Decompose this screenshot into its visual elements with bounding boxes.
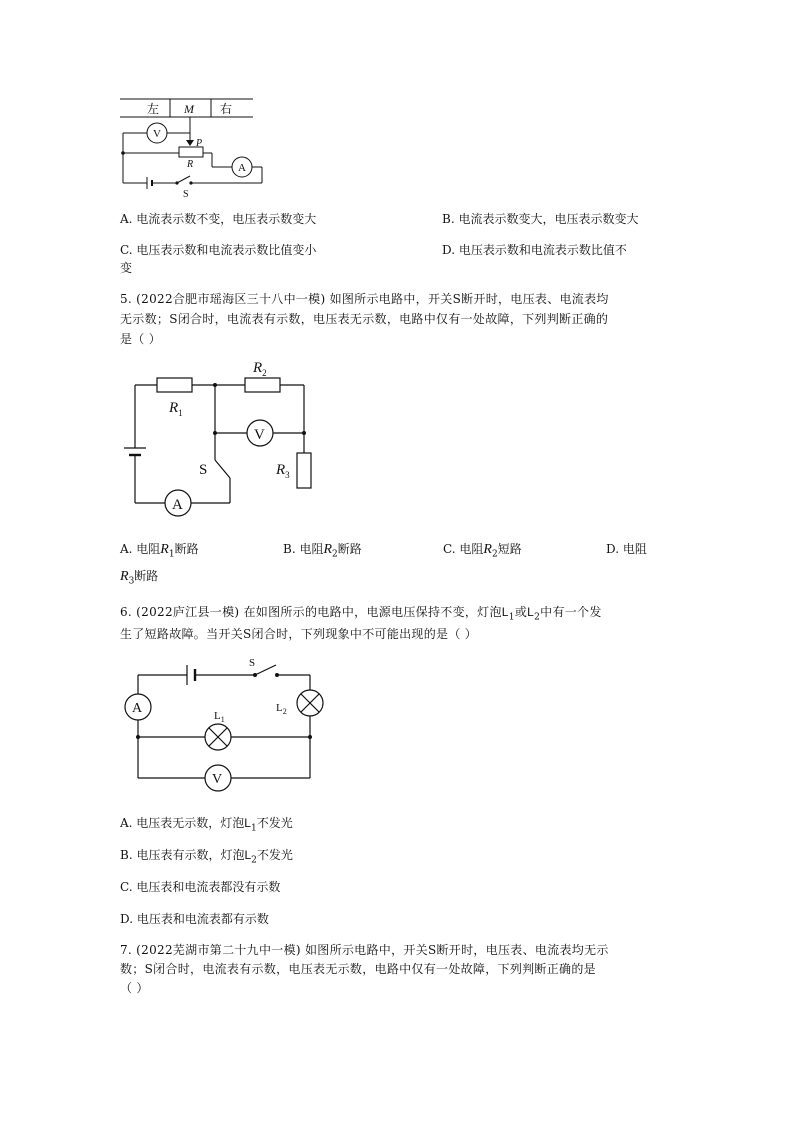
q5-r3-label: $R_3$ — [276, 462, 290, 480]
q5-option-b: B. 电阻$R_2$断路 — [283, 542, 362, 560]
q6-line-1: 6. (2022庐江县一模) 在如图所示的电路中，电源电压保持不变，灯泡$L_1$或$L_2$中有一个发 — [120, 605, 602, 623]
q5-line-1: 5. (2022合肥市瑶海区三十八中一模) 如图所示电路中，开关S断开时，电压表、电流表均 — [120, 292, 609, 306]
q7-line-3: （ ） — [120, 981, 149, 995]
q6-l1-label: $L_1$ — [214, 710, 225, 724]
q4-option-b: B. 电流表示数变大，电压表示数变大 — [442, 212, 639, 226]
q6-option-b: B. 电压表有示数，灯泡$L_2$不发光 — [120, 848, 293, 866]
q5-option-d: D. 电阻 — [606, 542, 647, 556]
q4-option-d: D. 电压表示数和电流表示数比值不 — [442, 243, 627, 257]
q5-line-3: 是（ ） — [120, 332, 162, 346]
q5-ammeter-label: A — [172, 497, 183, 513]
fig1-header-left: 左 — [147, 102, 160, 116]
q7-line-1: 7. (2022芜湖市第二十九中一模) 如图所示电路中，开关S断开时，电压表、电流表均无示 — [120, 943, 609, 957]
q4-option-d-cont: 变 — [120, 261, 133, 275]
q4-option-c: C. 电压表示数和电流表示数比值变小 — [120, 243, 317, 257]
q5-option-a: A. 电阻$R_1$断路 — [120, 542, 199, 560]
q4-option-a: A. 电流表示数不变，电压表示数变大 — [120, 212, 317, 226]
q5-option-c: C. 电阻$R_2$短路 — [443, 542, 522, 560]
q6-line-2: 生了短路故障。当开关S闭合时，下列现象中不可能出现的是（ ） — [120, 627, 478, 641]
q5-line-2: 无示数；S闭合时，电流表有示数，电压表无示数，电路中仅有一处故障，下列判断正确的 — [120, 312, 609, 326]
q6-option-c: C. 电压表和电流表都没有示数 — [120, 880, 281, 894]
fig1-p-label: P — [196, 138, 203, 149]
fig1-header-m: M — [184, 102, 194, 116]
fig1-voltmeter-label: V — [153, 128, 161, 140]
fig1-r-label: R — [187, 159, 194, 170]
q5-option-d-cont: $R_3$断路 — [120, 569, 159, 587]
q5-voltmeter-label: V — [254, 427, 265, 443]
q7-line-2: 数；S闭合时，电流表有示数，电压表无示数，电路中仅有一处故障，下列判断正确的是 — [120, 962, 596, 976]
fig1-ammeter-label: A — [238, 162, 246, 174]
q6-voltmeter-label: V — [212, 772, 223, 787]
q6-ammeter-label: A — [132, 701, 143, 716]
q5-switch-label: S — [199, 462, 208, 478]
fig1-switch-label: S — [183, 189, 189, 200]
q6-option-a: A. 电压表无示数，灯泡$L_1$不发光 — [120, 816, 293, 834]
q6-l2-label: $L_2$ — [276, 702, 287, 716]
q5-r2-label: $R_2$ — [253, 360, 267, 378]
q5-r1-label: $R_1$ — [169, 400, 183, 418]
q6-option-d: D. 电压表和电流表都有示数 — [120, 912, 269, 926]
fig1-header-right: 右 — [220, 102, 233, 116]
q6-switch-label: S — [249, 657, 256, 669]
